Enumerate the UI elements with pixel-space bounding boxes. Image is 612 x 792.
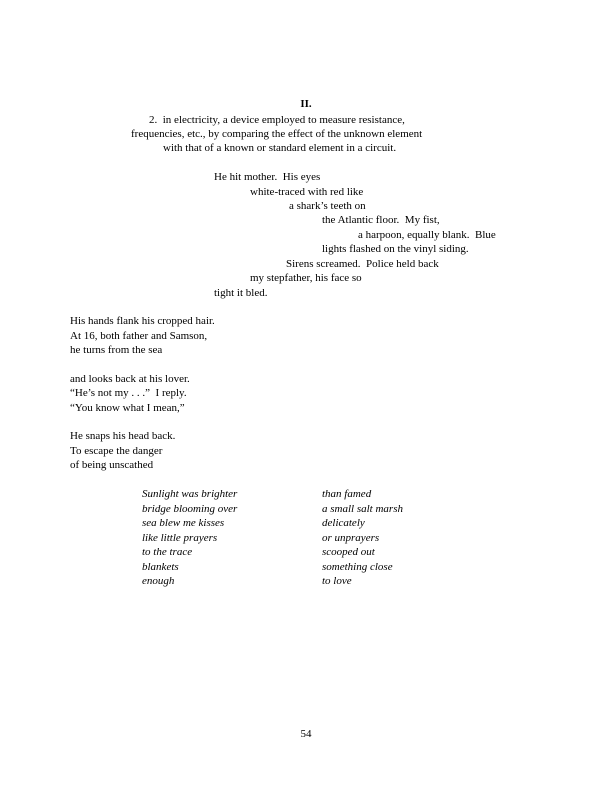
stanza-3-line-3: of being unscathed — [70, 459, 154, 471]
stanza-2-line-1: and looks back at his lover. — [70, 373, 190, 385]
definition-line-1: 2. in electricity, a device employed to measure resistance, — [149, 114, 405, 126]
right-column-line-1: than famed — [322, 488, 372, 500]
left-column-line-4: like little prayers — [142, 532, 218, 544]
stanza-3-line-1: He snaps his head back. — [70, 430, 176, 442]
diamond-line-7: Sirens screamed. Police held back — [286, 258, 439, 270]
stanza-3-line-2: To escape the danger — [70, 445, 163, 457]
diamond-line-6: lights flashed on the vinyl siding. — [322, 243, 469, 255]
right-column-line-5: scooped out — [322, 546, 375, 558]
right-column-line-4: or unprayers — [322, 532, 380, 544]
diamond-line-1: He hit mother. His eyes — [214, 171, 321, 183]
left-column-line-7: enough — [142, 575, 175, 587]
left-column-line-5: to the trace — [142, 546, 193, 558]
definition-line-3: with that of a known or standard element in a circuit. — [163, 142, 397, 154]
diamond-line-3: a shark’s teeth on — [289, 200, 366, 212]
stanza-1-line-1: His hands flank his cropped hair. — [70, 315, 215, 327]
diamond-line-5: a harpoon, equally blank. Blue — [358, 229, 496, 241]
left-column-line-3: sea blew me kisses — [142, 517, 225, 529]
stanza-1-line-2: At 16, both father and Samson, — [70, 330, 208, 342]
stanza-2-line-3: “You know what I mean,” — [70, 402, 185, 414]
definition-line-2: frequencies, etc., by comparing the effect of the unknown element — [131, 128, 423, 140]
section-heading: II. — [300, 98, 312, 110]
right-column-line-6: something close — [322, 561, 393, 573]
diamond-line-4: the Atlantic floor. My fist, — [322, 214, 440, 226]
left-column-line-6: blankets — [142, 561, 179, 573]
diamond-line-9: tight it bled. — [214, 287, 268, 299]
diamond-line-2: white-traced with red like — [250, 186, 364, 198]
diamond-line-8: my stepfather, his face so — [250, 272, 362, 284]
left-column-line-1: Sunlight was brighter — [142, 488, 238, 500]
right-column-line-2: a small salt marsh — [322, 503, 403, 515]
right-column-line-7: to love — [322, 575, 352, 587]
stanza-2-line-2: “He’s not my . . .” I reply. — [70, 387, 187, 399]
page-number: 54 — [300, 728, 312, 740]
stanza-1-line-3: he turns from the sea — [70, 344, 163, 356]
left-column-line-2: bridge blooming over — [142, 503, 238, 515]
right-column-line-3: delicately — [322, 517, 365, 529]
